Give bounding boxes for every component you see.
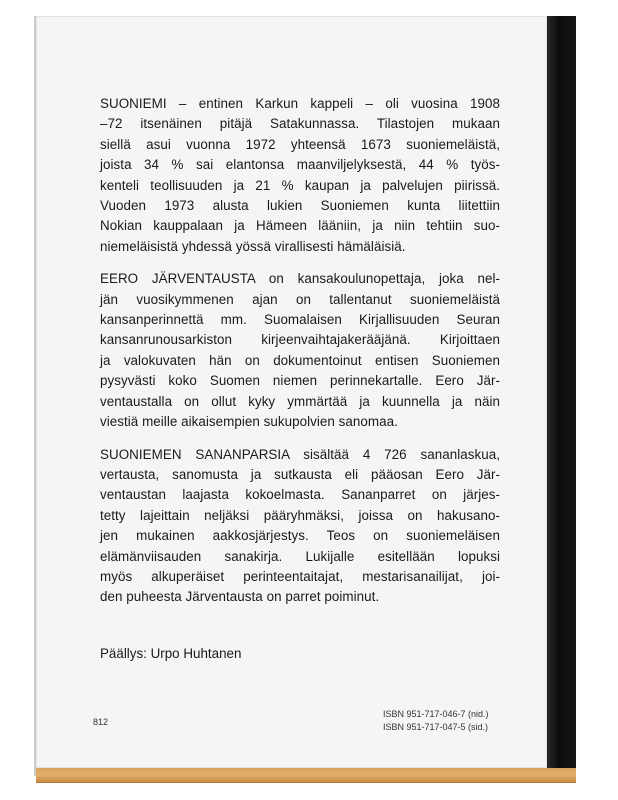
text-line: ja valokuvaten hän on dokumentoinut entisen Suoniemen: [100, 352, 500, 368]
text-line: ventaustalla on ollut kyky ymmärtää ja kuunnella ja näin: [100, 393, 500, 409]
text-line: Nokian kauppalaan ja Hämeen lääniin, ja niin tehtiin suo-: [100, 218, 500, 234]
text-line: Vuoden 1973 alusta lukien Suoniemen kunta liitettiin: [100, 198, 500, 214]
text-line: kenteli teollisuuden ja 21 % kaupan ja palvelujen piirissä.: [100, 177, 500, 193]
text-line: den puheesta Järventausta on parret poiminut.: [100, 589, 380, 605]
paragraph-book: [100, 445, 500, 608]
text-line: pysyvästi koko Suomen niemen perinnekartalle. Eero Jär-: [100, 373, 500, 389]
text-line: niemeläisistä yhdessä yössä virallisesti hämäläisiä.: [100, 238, 406, 254]
book-back-cover: [36, 16, 576, 782]
cover-designer-credit: Päällys: Urpo Huhtanen: [100, 646, 242, 661]
isbn-block: [383, 708, 489, 733]
text-line: SUONIEMI – entinen Karkun kappeli – oli vuosina 1908: [100, 96, 500, 111]
text-line: siellä asui vuonna 1972 yhteensä 1673 suoniemeläistä,: [100, 136, 500, 152]
blurb-text: [100, 94, 500, 620]
text-line: ventaustan laajasta kokoelmasta. Sananparret on järjes-: [100, 487, 500, 503]
text-line: –72 itsenäinen pitäjä Satakunnassa. Tilastojen mukaan: [100, 116, 500, 132]
text-line: kansanrunousarkiston kirjeenvaihtajakerääjänä. Kirjoittaen: [100, 332, 500, 348]
text-line: joista 34 % sai elantonsa maanviljelyksestä, 44 % työs-: [100, 157, 500, 173]
text-line: viestiä meille aikaisempien sukupolvien sanomaa.: [100, 414, 398, 430]
text-line: vertausta, sanomusta ja sutkausta eli pääosan Eero Jär-: [100, 466, 500, 482]
isbn-paperback: ISBN 951-717-046-7 (nid.): [383, 709, 489, 719]
isbn-hardcover: ISBN 951-717-047-5 (sid.): [383, 721, 489, 732]
text-line: kansanperinnettä mm. Suomalaisen Kirjallisuuden Seuran: [100, 312, 500, 328]
text-line: myös alkuperäiset perinteentaitajat, mestarisanailijat, joi-: [100, 568, 500, 584]
spine-edge: [547, 16, 576, 772]
page-edge-bottom: [36, 768, 576, 783]
paragraph-author: [100, 269, 500, 432]
text-line: elämänviisauden sanakirja. Lukijalle esitellään lopuksi: [100, 548, 500, 564]
text-line: EERO JÄRVENTAUSTA on kansakoulunopettaja, joka nel-: [100, 271, 500, 287]
catalog-number: 812: [93, 717, 109, 727]
text-line: jen mukainen aakkosjärjestys. Teos on suoniemeläisen: [100, 528, 500, 544]
text-line: SUONIEMEN SANANPARSIA sisältää 4 726 sananlaskua,: [100, 446, 500, 462]
text-line: tetty lajeittain neljäksi pääryhmäksi, joissa on hakusano-: [100, 507, 500, 523]
paragraph-suoniemi: [100, 94, 500, 257]
text-line: jän vuosikymmenen ajan on tallentanut suoniemeläistä: [100, 291, 500, 307]
